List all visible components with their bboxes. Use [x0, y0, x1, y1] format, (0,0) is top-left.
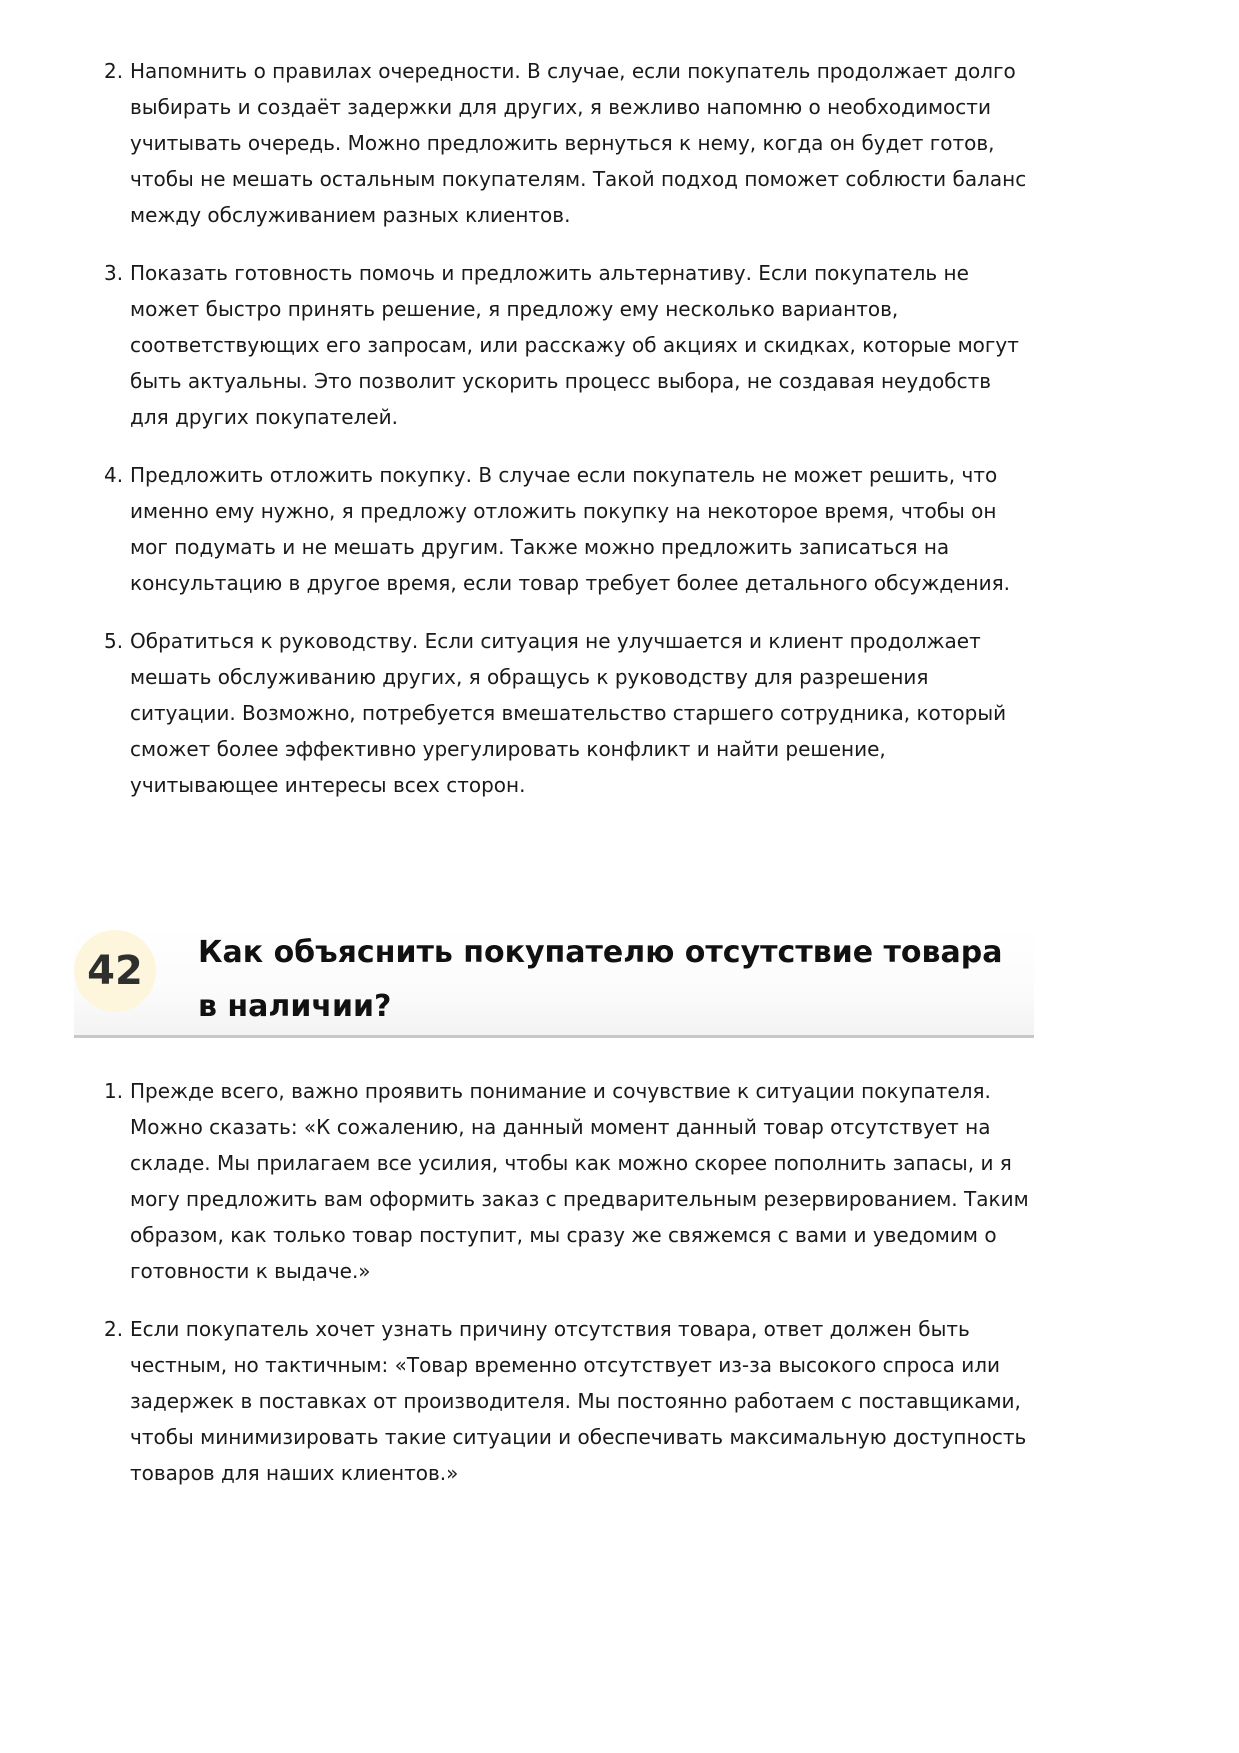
- list-item-number: 3.: [104, 261, 124, 285]
- list-item-text: Если покупатель хочет узнать причину отсутствия товара, ответ должен быть честным, но тактичным: «Товар временно отсутствует из-за высокого спроса или задержек в поставках от производителя. Мы постоянно работаем с поставщиками, чтобы минимизировать такие ситуации и обеспечивать максимальную доступность товаров для наших клиентов.»: [130, 1317, 1027, 1485]
- list-item-number: 5.: [104, 629, 124, 653]
- list-item-text: Напомнить о правилах очередности. В случае, если покупатель продолжает долго выбирать и создаёт задержки для других, я вежливо напомню о необходимости учитывать очередь. Можно предложить вернуться к нему, когда он будет готов, чтобы не мешать остальным покупателям. Такой подход поможет соблюсти баланс между обслуживанием разных клиентов.: [130, 59, 1027, 227]
- list-item-text: Обратиться к руководству. Если ситуация не улучшается и клиент продолжает мешать обслуживанию других, я обращусь к руководству для разрешения ситуации. Возможно, потребуется вмешательство старшего сотрудника, который сможет более эффективно урегулировать конфликт и найти решение, учитывающее интересы всех сторон.: [130, 629, 1007, 797]
- list-item: [104, 1311, 1034, 1491]
- list-item: [104, 623, 1034, 803]
- answer-list-previous-question: [104, 53, 1034, 803]
- list-item: [104, 457, 1034, 601]
- list-item-text: Показать готовность помочь и предложить альтернативу. Если покупатель не может быстро принять решение, я предложу ему несколько вариантов, соответствующих его запросам, или расскажу об акциях и скидках, которые могут быть актуальны. Это позволит ускорить процесс выбора, не создавая неудобств для других покупателей.: [130, 261, 1019, 429]
- list-item-number: 1.: [104, 1079, 124, 1103]
- question-header: [74, 918, 1034, 1038]
- list-item-text: Предложить отложить покупку. В случае если покупатель не может решить, что именно ему нужно, я предложу отложить покупку на некоторое время, чтобы он мог подумать и не мешать другим. Также можно предложить записаться на консультацию в другое время, если товар требует более детального обсуждения.: [130, 463, 1010, 595]
- header-divider: [74, 1035, 1034, 1038]
- list-item-number: 2.: [104, 1317, 124, 1341]
- list-item-text: Прежде всего, важно проявить понимание и сочувствие к ситуации покупателя. Можно сказать: «К сожалению, на данный момент данный товар отсутствует на складе. Мы прилагаем все усилия, чтобы как можно скорее пополнить запасы, и я могу предложить вам оформить заказ с предварительным резервированием. Таким образом, как только товар поступит, мы сразу же свяжемся с вами и уведомим о готовности к выдаче.»: [130, 1079, 1029, 1283]
- list-item-number: 4.: [104, 463, 124, 487]
- question-number-badge: 42: [74, 930, 156, 1012]
- answer-list: [104, 1073, 1034, 1491]
- list-item: [104, 255, 1034, 435]
- question-title: Как объяснить покупателю отсутствие товара в наличии?: [198, 935, 1003, 1024]
- list-item-number: 2.: [104, 59, 124, 83]
- list-item: [104, 53, 1034, 233]
- list-item: [104, 1073, 1034, 1289]
